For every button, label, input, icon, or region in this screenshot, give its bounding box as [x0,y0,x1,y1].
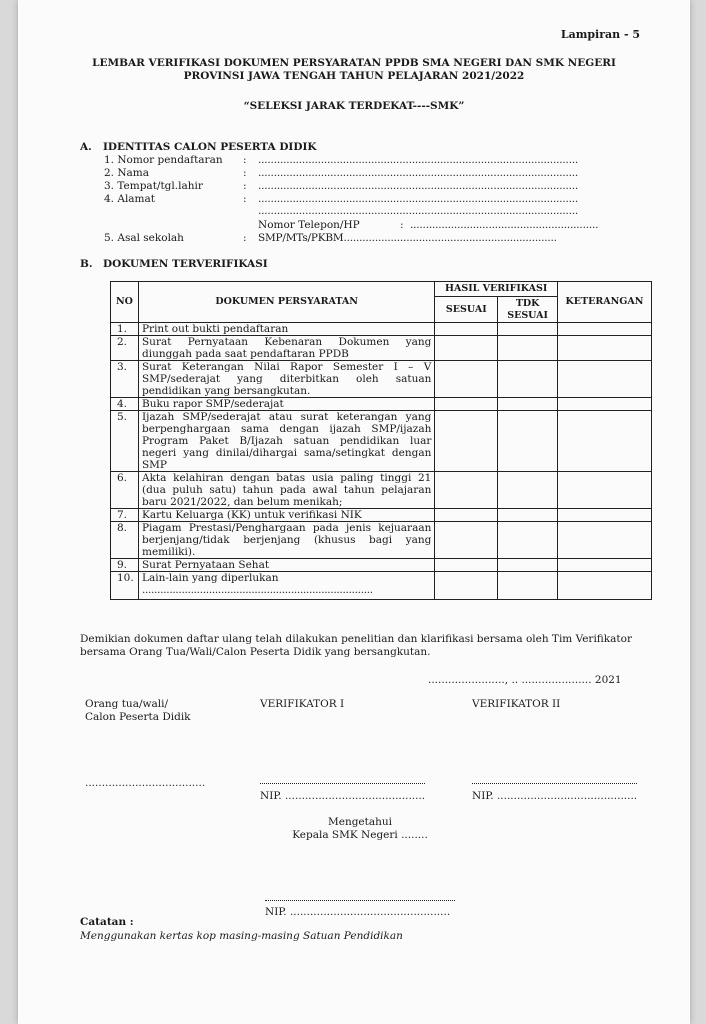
table-row [111,472,652,509]
table-row [111,361,652,398]
phone-field[interactable]: ............................................................ [410,219,599,231]
not-match-cell[interactable] [498,472,558,509]
field-label: 1. Nomor pendaftaran [104,154,223,166]
table-row [111,398,652,411]
not-match-cell[interactable] [498,559,558,572]
row-document-cell [138,572,434,600]
section-a-title: IDENTITAS CALON PESERTA DIDIK [103,141,317,153]
parent-label-1: Orang tua/wali/ [85,698,168,710]
match-cell[interactable] [435,361,498,398]
row-document: Piagam Prestasi/Penghargaan pada jenis kejuaraan berjenjang/tidak berjenjang (khusus bagi yang memiliki). [138,522,434,559]
section-b-letter: B. [80,258,93,270]
not-match-cell[interactable] [498,323,558,336]
match-cell[interactable] [435,323,498,336]
match-cell[interactable] [435,559,498,572]
phone-label: Nomor Telepon/HP [258,219,360,231]
acknowledge-label: Mengetahui [327,816,393,828]
school-field[interactable]: SMP/MTs/PKBM.................................................................... [258,232,557,244]
row-number: 5. [111,411,139,472]
row-number: 8. [111,522,139,559]
address-field[interactable]: ...................................................................................................... [258,193,579,205]
row-document: Buku rapor SMP/sederajat [138,398,434,411]
row-number: 7. [111,509,139,522]
table-row [111,323,652,336]
notes-cell[interactable] [558,472,652,509]
row-number: 2. [111,336,139,361]
verifier-2-nip[interactable]: NIP. .......................................... [472,790,638,802]
col-result-header: HASIL VERIFIKASI [435,282,558,297]
table-row [111,336,652,361]
attachment-label: Lampiran - 5 [560,28,640,41]
row-document: Ijazah SMP/sederajat atau surat keterangan yang berpenghargaan sama dengan ijazah SMP/ijazah Program Paket B/Ijazah satuan pendidikan luar negeri yang dinilai/dihargai sama/setingkat dengan SMP [138,411,434,472]
notes-cell[interactable] [558,323,652,336]
parent-signature-field[interactable]: .................................... [85,777,206,789]
parent-label-2: Calon Peserta Didik [85,711,191,723]
verifier-1-nip[interactable]: NIP. .......................................... [260,790,426,802]
title-line-1: LEMBAR VERIFIKASI DOKUMEN PERSYARATAN PPDB SMA NEGERI DAN SMK NEGERI [92,57,616,69]
row-document: Surat Pernyataan Kebenaran Dokumen yang diunggah pada saat pendaftaran PPDB [138,336,434,361]
row-document: Print out bukti pendaftaran [138,323,434,336]
title-line-2: PROVINSI JAWA TENGAH TAHUN PELAJARAN 2021/2022 [183,70,525,82]
date-field[interactable]: ......................., .. ..................... 2021 [428,674,622,686]
table-row [111,411,652,472]
registration-number-field[interactable]: ...................................................................................................... [258,154,579,166]
notes-cell[interactable] [558,361,652,398]
col-no-header: NO [111,282,139,323]
not-match-cell[interactable] [498,572,558,600]
not-match-cell[interactable] [498,361,558,398]
notes-cell[interactable] [558,336,652,361]
field-colon: : [243,167,247,179]
section-b-title: DOKUMEN TERVERIFIKASI [103,258,268,270]
notes-cell[interactable] [558,411,652,472]
address-field-line-2[interactable]: ...................................................................................................... [258,205,579,217]
not-match-cell[interactable] [498,509,558,522]
verifier-2-signature-line[interactable] [472,783,637,784]
subtitle: “SELEKSI JARAK TERDEKAT----SMK” [243,100,465,112]
phone-colon: : [400,219,404,231]
not-match-cell[interactable] [498,398,558,411]
notes-cell[interactable] [558,509,652,522]
row-number: 3. [111,361,139,398]
not-match-cell[interactable] [498,336,558,361]
match-cell[interactable] [435,398,498,411]
row-document: Surat Pernyataan Sehat [138,559,434,572]
field-colon: : [243,180,247,192]
school-label: 5. Asal sekolah [104,232,184,244]
row-number: 10. [111,572,139,600]
principal-nip[interactable]: NIP. ................................................ [265,906,451,918]
match-cell[interactable] [435,472,498,509]
principal-signature-line[interactable] [265,900,455,901]
note-label: Catatan : [80,916,134,928]
row-document: Kartu Keluarga (KK) untuk verifikasi NIK [138,509,434,522]
row-number: 1. [111,323,139,336]
verifier-1-label: VERIFIKATOR I [260,698,345,710]
match-cell[interactable] [435,411,498,472]
closing-line-1: Demikian dokumen daftar ulang telah dilakukan penelitian dan klarifikasi bersama oleh Tim Verifikator [80,633,632,645]
notes-cell[interactable] [558,559,652,572]
table-row [111,572,652,600]
match-cell[interactable] [435,509,498,522]
verification-table [110,281,652,600]
field-label: 3. Tempat/tgl.lahir [104,180,203,192]
field-label: 2. Nama [104,167,150,179]
notes-cell[interactable] [558,398,652,411]
verifier-2-label: VERIFIKATOR II [472,698,561,710]
row-number: 9. [111,559,139,572]
match-cell[interactable] [435,336,498,361]
field-colon: : [243,154,247,166]
row-number: 6. [111,472,139,509]
row-document: Akta kelahiran dengan batas usia paling tinggi 21 (dua puluh satu) tahun pada awal tahun pelajaran baru 2021/2022, dan belum menikah; [138,472,434,509]
row-number: 4. [111,398,139,411]
match-cell[interactable] [435,522,498,559]
notes-cell[interactable] [558,572,652,600]
section-a-letter: A. [80,141,92,153]
note-text: Menggunakan kertas kop masing-masing Satuan Pendidikan [80,930,403,942]
birth-field[interactable]: ...................................................................................................... [258,180,579,192]
row-document: Surat Keterangan Nilai Rapor Semester I – V SMP/sederajat yang diterbitkan oleh satuan pendidikan yang bersangkutan. [138,361,434,398]
other-documents-field[interactable]: ............................................................................ [141,584,373,596]
col-match-header: SESUAI [435,297,498,323]
not-match-cell[interactable] [498,522,558,559]
match-cell[interactable] [435,572,498,600]
not-match-cell[interactable] [498,411,558,472]
name-field[interactable]: ...................................................................................................... [258,167,579,179]
field-colon: : [243,193,247,205]
document-page [18,0,690,1024]
school-colon: : [243,232,247,244]
col-document-header: DOKUMEN PERSYARATAN [138,282,434,323]
principal-label: Kepala SMK Negeri ........ [292,829,428,841]
verifier-1-signature-line[interactable] [260,783,425,784]
field-label: 4. Alamat [104,193,155,205]
col-not-match-header: TDK SESUAI [498,297,558,323]
table-row [111,522,652,559]
table-row [111,559,652,572]
col-notes-header: KETERANGAN [558,282,652,323]
closing-line-2: bersama Orang Tua/Wali/Calon Peserta Didik yang bersangkutan. [80,646,431,658]
notes-cell[interactable] [558,522,652,559]
row-document: Lain-lain yang diperlukan [141,572,279,584]
table-row [111,509,652,522]
